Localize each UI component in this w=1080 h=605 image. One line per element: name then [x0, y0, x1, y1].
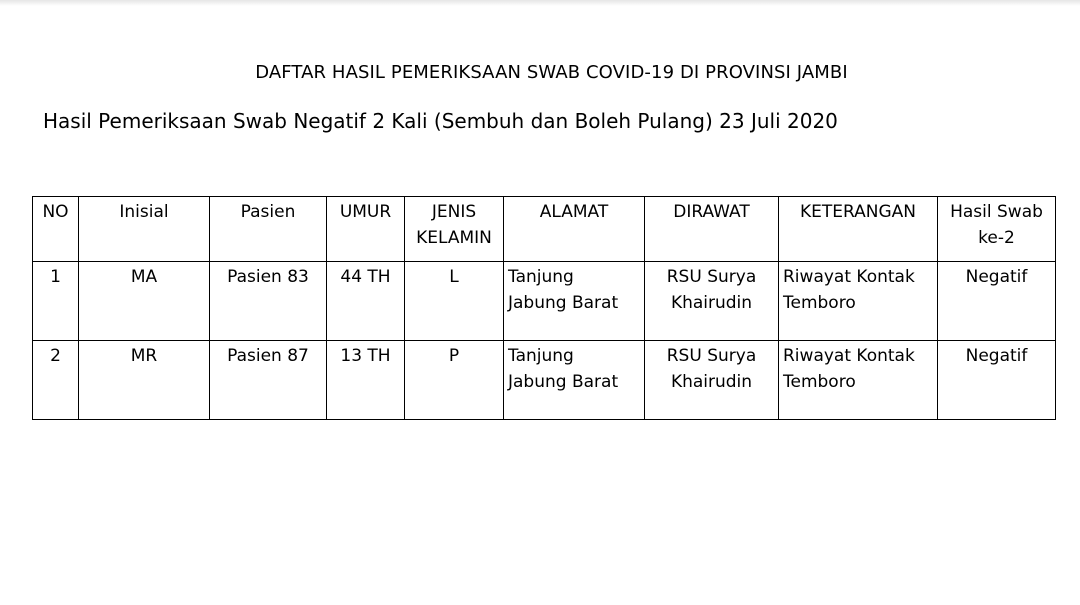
header-umur: UMUR	[327, 197, 405, 262]
cell-keterangan: Riwayat Kontak Temboro	[779, 341, 938, 420]
cell-alamat: Tanjung Jabung Barat	[504, 341, 645, 420]
cell-dirawat: RSU Surya Khairudin	[645, 341, 779, 420]
cell-pasien: Pasien 87	[210, 341, 327, 420]
header-hasil-swab: Hasil Swab ke-2	[938, 197, 1056, 262]
cell-hasil-swab: Negatif	[938, 262, 1056, 341]
cell-umur: 44 TH	[327, 262, 405, 341]
header-pasien: Pasien	[210, 197, 327, 262]
cell-dirawat: RSU Surya Khairudin	[645, 262, 779, 341]
table-header-row	[33, 197, 1056, 262]
header-jenis-kelamin: JENIS KELAMIN	[405, 197, 504, 262]
top-edge-shadow	[0, 0, 1080, 6]
cell-no: 2	[33, 341, 79, 420]
table-row	[33, 262, 1056, 341]
cell-inisial: MR	[79, 341, 210, 420]
header-alamat: ALAMAT	[504, 197, 645, 262]
cell-inisial: MA	[79, 262, 210, 341]
cell-umur: 13 TH	[327, 341, 405, 420]
cell-hasil-swab: Negatif	[938, 341, 1056, 420]
header-no: NO	[33, 197, 79, 262]
swab-results-table	[32, 196, 1056, 420]
header-inisial: Inisial	[79, 197, 210, 262]
cell-no: 1	[33, 262, 79, 341]
document-title: DAFTAR HASIL PEMERIKSAAN SWAB COVID-19 DI PROVINSI JAMBI	[255, 62, 848, 83]
header-keterangan: KETERANGAN	[779, 197, 938, 262]
cell-pasien: Pasien 83	[210, 262, 327, 341]
header-dirawat: DIRAWAT	[645, 197, 779, 262]
cell-jenis-kelamin: L	[405, 262, 504, 341]
document-subtitle: Hasil Pemeriksaan Swab Negatif 2 Kali (Sembuh dan Boleh Pulang) 23 Juli 2020	[43, 109, 838, 133]
table-row	[33, 341, 1056, 420]
cell-alamat: Tanjung Jabung Barat	[504, 262, 645, 341]
cell-keterangan: Riwayat Kontak Temboro	[779, 262, 938, 341]
cell-jenis-kelamin: P	[405, 341, 504, 420]
